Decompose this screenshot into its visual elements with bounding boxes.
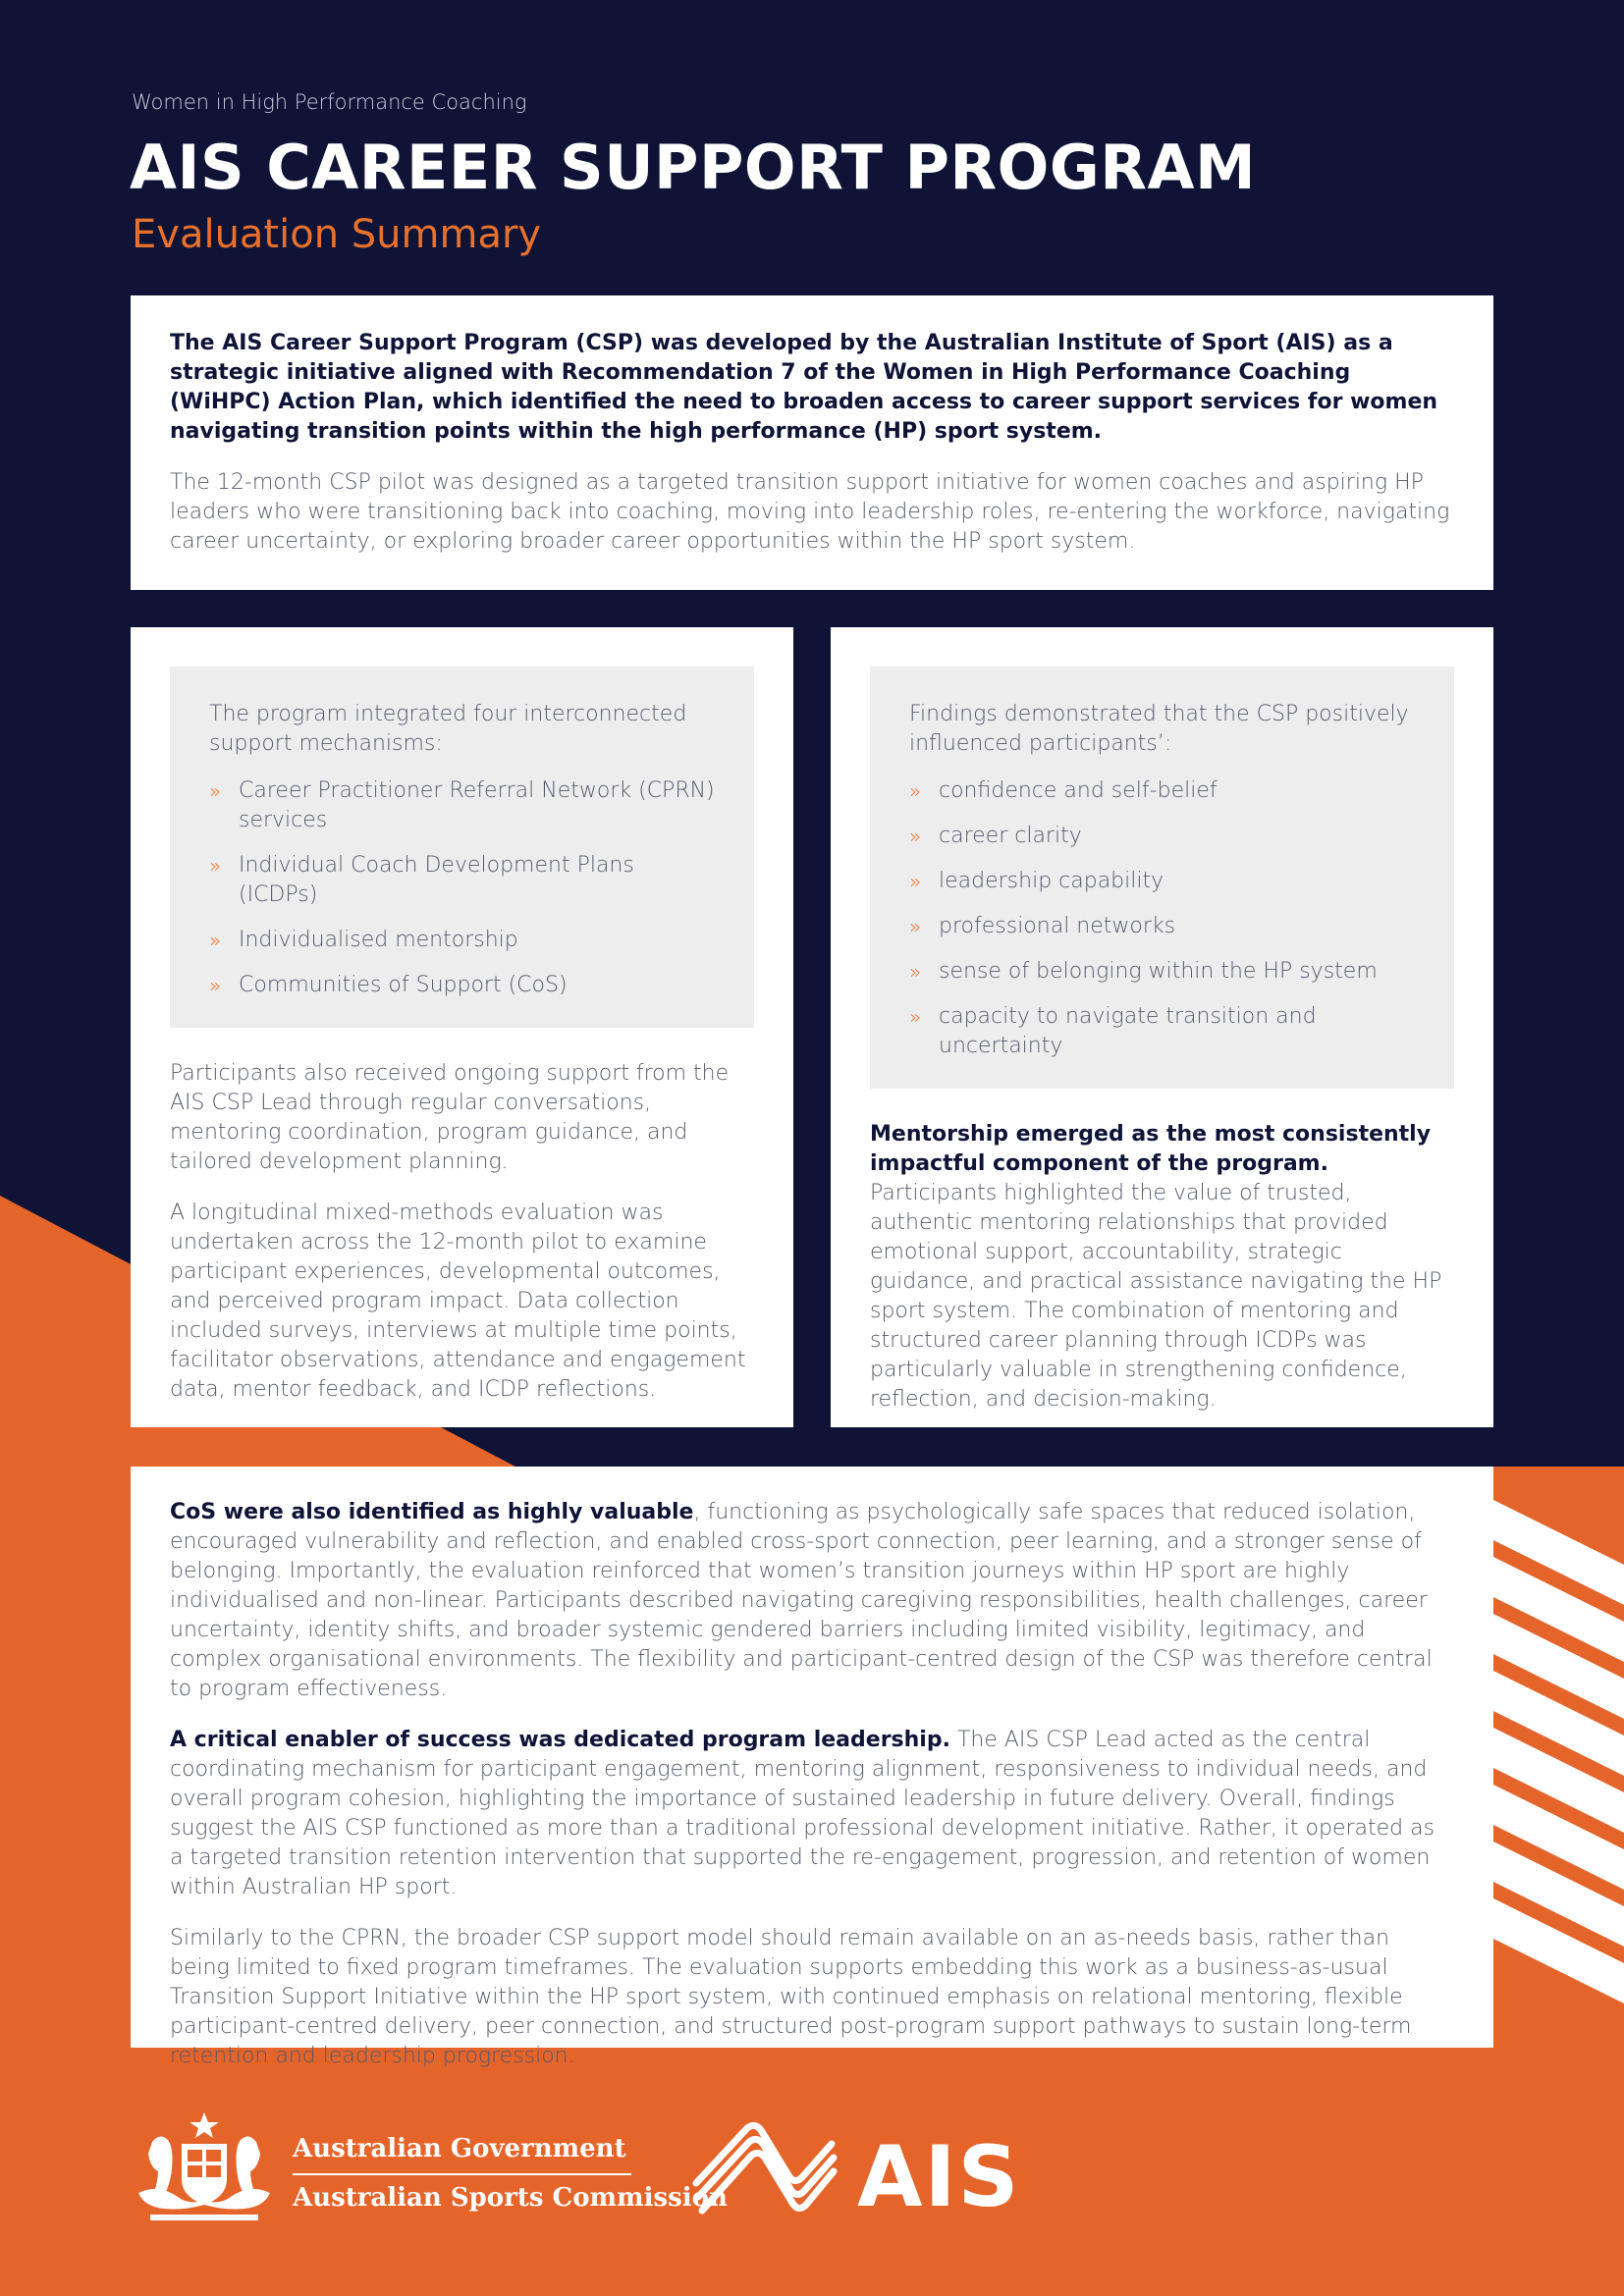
intro-body-paragraph: The 12-month CSP pilot was designed as a targeted transition support initiative for women coaches and aspiring HP leaders who were transitioning back into coaching, moving into leadership roles, re-entering the workforce, navigating career uncertainty, or exploring broader career opportunities within the HP sport system. (170, 470, 1450, 554)
mentorship-lead: Mentorship emerged as the most consistently impactful component of the program. (870, 1122, 1432, 1176)
intro-card (131, 295, 1493, 590)
chevron-right-icon: » (909, 915, 922, 938)
list-item-text: leadership capability (939, 869, 1164, 893)
mentorship-paragraph (870, 1120, 1454, 1415)
list-item (209, 971, 715, 1000)
document-eyebrow: Women in High Performance Coaching (132, 90, 527, 114)
commission-name: Australian Sports Commission (293, 2183, 728, 2213)
mechanisms-list (209, 776, 715, 1000)
list-item-text: professional networks (939, 914, 1176, 938)
findings-card (831, 627, 1493, 1427)
list-item (909, 1002, 1415, 1061)
recommendation-paragraph: Similarly to the CPRN, the broader CSP support model should remain available on an as-needs basis, rather than being limited to fixed program timeframes. The evaluation supports embedding this work as a business-as-usual Transition Support Initiative within the HP sport system, with continued emphasis on relational mentoring, flexible participant-centred delivery, peer connection, and structured post-program support pathways to sustain long-term retention and leadership progression. (170, 1926, 1412, 2068)
findings-list (909, 776, 1415, 1061)
mechanisms-intro: The program integrated four interconnected support mechanisms: (209, 702, 687, 756)
cos-lead: CoS were also identified as highly valuable (170, 1500, 694, 1524)
chevron-right-icon: » (909, 960, 922, 984)
list-item-text: confidence and self-belief (939, 778, 1218, 803)
coat-of-arms-icon (131, 2109, 278, 2226)
leadership-lead: A critical enabler of success was dedicated program leadership. (170, 1728, 950, 1752)
footer-branding (131, 2101, 1493, 2238)
list-item-text: Individualised mentorship (239, 928, 518, 952)
chevron-right-icon: » (909, 825, 922, 848)
chevron-right-icon: » (909, 779, 922, 803)
list-item (909, 776, 1415, 806)
intro-lead-paragraph: The AIS Career Support Program (CSP) was developed by the Australian Institute of Sport (AIS) as a strategic initiative aligned with Recommendation 7 of the Women in High Performance Coaching (WiHPC) Action Plan, which identified the need to broaden access to career support services for women navigating transition points within the high performance (HP) sport system. (170, 331, 1438, 444)
list-item-text: Career Practitioner Referral Network (CPRN) services (239, 778, 715, 832)
list-item-text: Individual Coach Development Plans (ICDPs) (239, 853, 634, 907)
list-item-text: sense of belonging within the HP system (939, 959, 1378, 984)
list-item-text: career clarity (939, 824, 1082, 848)
findings-intro: Findings demonstrated that the CSP positively influenced participants’: (909, 702, 1409, 756)
government-name: Australian Government (293, 2134, 631, 2175)
list-item (209, 926, 715, 955)
list-item (209, 851, 715, 910)
list-item (909, 912, 1415, 941)
leadership-body: The AIS CSP Lead acted as the central coordinating mechanism for participant engagement, mentoring alignment, responsiveness to individual needs, and overall program cohesion, highlighting the importance of sustained leadership in future delivery. Overall, findings suggest the AIS CSP functioned as more than a traditional professional development initiative. Rather, it operated as a targeted transition retention intervention that supported the re-engagement, progression, and retention of women within Australian HP sport. (170, 1728, 1435, 1899)
page-subtitle: Evaluation Summary (132, 212, 542, 257)
ais-wordmark: AIS (857, 2128, 1021, 2226)
list-item (909, 957, 1415, 987)
list-item-text: Communities of Support (CoS) (239, 973, 568, 997)
chevron-right-icon: » (209, 779, 222, 803)
evaluation-method-paragraph: A longitudinal mixed-methods evaluation was undertaken across the 12-month pilot to examine participant experiences, developmental outcomes, and perceived program impact. Data collection included surveys, interviews at multiple time points, facilitator observations, attendance and engagement data, mentor feedback, and ICDP reflections. (170, 1201, 746, 1402)
chevron-right-icon: » (209, 974, 222, 997)
mechanisms-card (131, 627, 793, 1427)
list-item-text: capacity to navigate transition and uncertainty (939, 1004, 1317, 1058)
ais-ribbon-logo-icon (690, 2114, 838, 2224)
government-wordmark (293, 2134, 728, 2213)
list-item (909, 822, 1415, 851)
page-title: AIS CAREER SUPPORT PROGRAM (130, 132, 1257, 203)
chevron-right-icon: » (209, 929, 222, 952)
chevron-right-icon: » (909, 870, 922, 893)
chevron-right-icon: » (209, 854, 222, 878)
mentorship-body: Participants highlighted the value of trusted, authentic mentoring relationships that provided emotional support, accountability, strategic guidance, and practical assistance navigating the HP sport system. The combination of mentoring and structured career planning through ICDPs was particularly valuable in strengthening confidence, reflection, and decision-making. (870, 1181, 1442, 1412)
cos-body: , functioning as psychologically safe spaces that reduced isolation, encouraged vulnerability and reflection, and enabled cross-sport connection, peer learning, and a stronger sense of belonging. Importantly, the evaluation reinforced that women’s transition journeys within HP sport are highly individualised and non-linear. Participants described navigating caregiving responsibilities, health challenges, career uncertainty, identity shifts, and broader systemic gendered barriers including limited visibility, legitimacy, and complex organisational environments. The flexibility and participant-centred design of the CSP was therefore central to program effectiveness. (170, 1500, 1433, 1701)
outcomes-card (131, 1467, 1493, 2068)
list-item (909, 867, 1415, 896)
chevron-right-icon: » (909, 1005, 922, 1029)
mechanisms-box (170, 667, 754, 1028)
support-paragraph: Participants also received ongoing support from the AIS CSP Lead through regular conversations, mentoring coordination, program guidance, and tailored development planning. (170, 1061, 730, 1174)
leadership-paragraph (170, 1726, 1454, 1902)
list-item (209, 776, 715, 835)
findings-box (870, 667, 1454, 1089)
cos-paragraph (170, 1498, 1454, 1704)
